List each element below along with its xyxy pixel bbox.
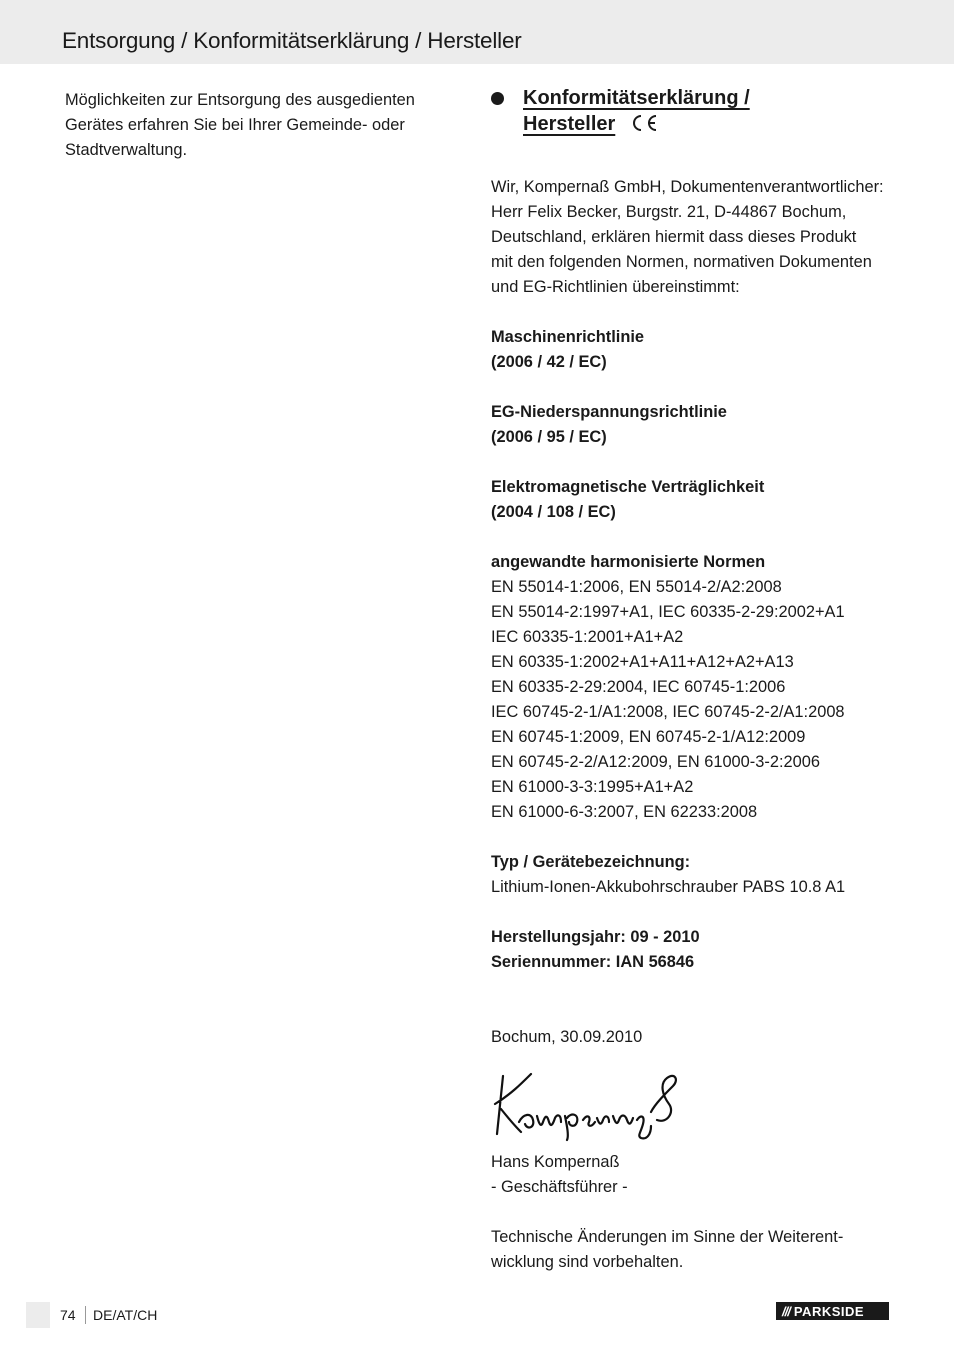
intro-line: Herr Felix Becker, Burgstr. 21, D-44867 Bochum, <box>491 203 847 221</box>
standard-line: EN 61000-6-3:2007, EN 62233:2008 <box>491 803 758 821</box>
directive-code: (2004 / 108 / EC) <box>491 503 616 521</box>
standard-line: IEC 60745-2-1/A1:2008, IEC 60745-2-2/A1:2008 <box>491 703 845 721</box>
parkside-logo <box>776 1302 889 1320</box>
signatory-block <box>491 1150 911 1200</box>
directive-name: Maschinenrichtlinie <box>491 328 645 346</box>
footer-page-box <box>26 1302 50 1328</box>
production-year: Herstellungsjahr: 09 - 2010 <box>491 928 700 946</box>
directive-code: (2006 / 42 / EC) <box>491 353 607 371</box>
closing-note <box>491 1225 911 1275</box>
place-date: Bochum, 30.09.2010 <box>491 1028 643 1046</box>
standard-line: EN 61000-3-3:1995+A1+A2 <box>491 778 694 796</box>
directive-emc <box>491 475 911 525</box>
intro-line: Wir, Kompernaß GmbH, Dokumentenverantwortlicher: <box>491 178 884 196</box>
intro-line: mit den folgenden Normen, normativen Dokumenten <box>491 253 872 271</box>
directive-machinery <box>491 325 911 375</box>
section-heading <box>491 85 911 137</box>
text-line: Stadtverwaltung. <box>65 141 188 159</box>
standards-block <box>491 550 911 825</box>
standard-line: IEC 60335-1:2001+A1+A2 <box>491 628 684 646</box>
signature-icon <box>491 1064 691 1144</box>
type-heading: Typ / Gerätebezeichnung: <box>491 853 691 871</box>
directive-name: EG-Niederspannungsrichtlinie <box>491 403 727 421</box>
directive-code: (2006 / 95 / EC) <box>491 428 607 446</box>
directive-name: Elektromagnetische Verträglichkeit <box>491 478 765 496</box>
intro-line: und EG-Richtlinien übereinstimmt: <box>491 278 740 296</box>
ce-mark-icon <box>629 113 659 133</box>
logo-text: PARKSIDE <box>793 1303 865 1319</box>
intro-line: Deutschland, erklären hiermit dass dieses Produkt <box>491 228 857 246</box>
signatory-role: - Geschäftsführer - <box>491 1178 628 1196</box>
disposal-text <box>65 88 455 163</box>
standard-line: EN 60745-1:2009, EN 60745-2-1/A12:2009 <box>491 728 806 746</box>
standard-line: EN 60335-2-29:2004, IEC 60745-1:2006 <box>491 678 786 696</box>
intro-paragraph <box>491 175 911 300</box>
text-line: Gerätes erfahren Sie bei Ihrer Gemeinde- oder <box>65 116 405 134</box>
page-number: 74 <box>60 1307 76 1323</box>
standard-line: EN 60335-1:2002+A1+A11+A12+A2+A13 <box>491 653 794 671</box>
type-value: Lithium-Ionen-Akkubohrschrauber PABS 10.8 A1 <box>491 878 846 896</box>
directive-low-voltage <box>491 400 911 450</box>
type-block <box>491 850 911 900</box>
signature-image <box>491 1064 911 1144</box>
standard-line: EN 60745-2-2/A12:2009, EN 61000-3-2:2006 <box>491 753 820 771</box>
footer-divider <box>85 1306 86 1324</box>
standard-line: EN 55014-2:1997+A1, IEC 60335-2-29:2002+A1 <box>491 603 845 621</box>
heading-line-1: Konformitätserklärung / <box>523 87 750 109</box>
closing-line: wicklung sind vorbehalten. <box>491 1253 684 1271</box>
standard-line: EN 55014-1:2006, EN 55014-2/A2:2008 <box>491 578 782 596</box>
page-title: Entsorgung / Konformitätserklärung / Hersteller <box>62 28 522 53</box>
logo-slashes: /// <box>782 1303 790 1319</box>
heading-line-2: Hersteller <box>523 113 616 135</box>
bullet-icon <box>491 92 504 105</box>
standards-heading: angewandte harmonisierte Normen <box>491 553 766 571</box>
declaration-column <box>491 85 911 1275</box>
closing-line: Technische Änderungen im Sinne der Weiterent- <box>491 1228 844 1246</box>
production-block <box>491 925 911 975</box>
text-line: Möglichkeiten zur Entsorgung des ausgedienten <box>65 91 415 109</box>
region-code: DE/AT/CH <box>93 1307 158 1323</box>
serial-number: Seriennummer: IAN 56846 <box>491 953 695 971</box>
signatory-name: Hans Kompernaß <box>491 1153 620 1171</box>
